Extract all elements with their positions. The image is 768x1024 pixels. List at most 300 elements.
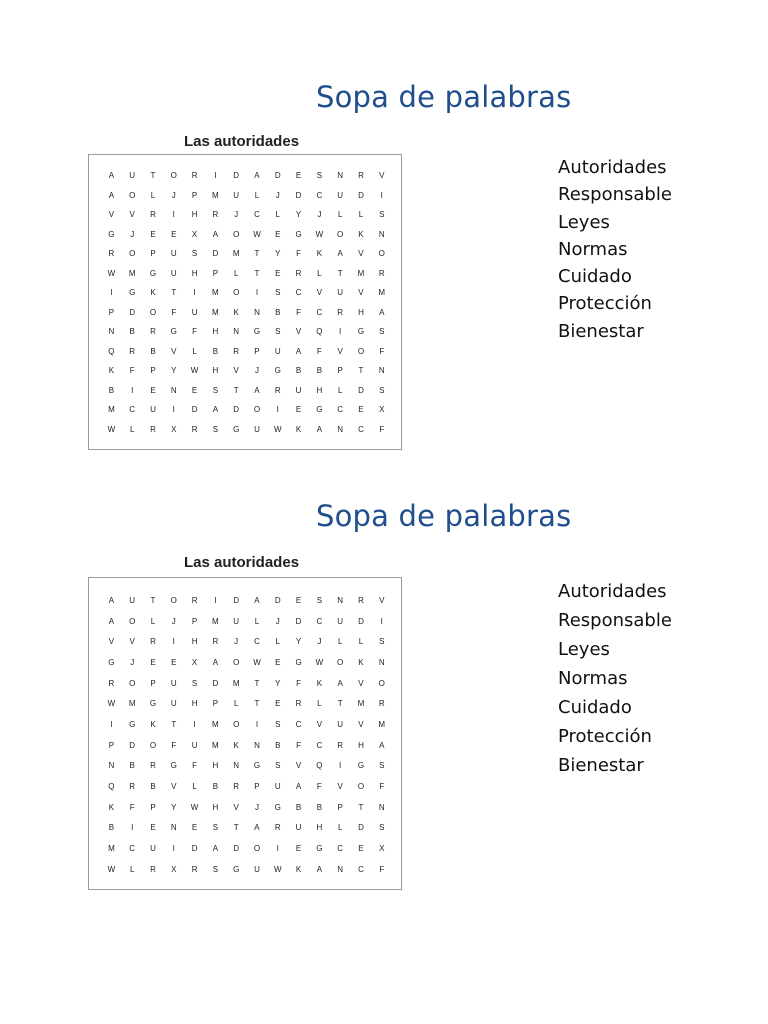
grid-letter: A — [254, 171, 260, 181]
grid-letter: I — [172, 210, 175, 220]
grid-letter: G — [233, 864, 240, 874]
grid-letter: E — [295, 844, 302, 854]
grid-letter: H — [191, 699, 198, 709]
grid-row — [101, 590, 392, 611]
grid-letter: N — [108, 327, 115, 337]
grid-letter: W — [190, 366, 199, 376]
grid-letter: V — [337, 782, 343, 792]
grid-letter: I — [131, 385, 134, 395]
grid-letter: R — [108, 249, 115, 259]
word-list — [558, 154, 672, 345]
grid-letter: U — [337, 190, 344, 200]
grid-letter: W — [107, 864, 116, 874]
grid-letter: U — [233, 190, 240, 200]
grid-letter: B — [212, 346, 219, 356]
grid-letter: O — [129, 190, 136, 200]
grid-letter: V — [358, 249, 364, 259]
grid-letter: X — [191, 657, 198, 667]
grid-letter: C — [295, 719, 302, 729]
grid-letter: D — [212, 249, 219, 259]
grid-letter: V — [316, 719, 323, 729]
grid-letter: R — [274, 385, 281, 395]
grid-letter: B — [108, 385, 115, 395]
grid-letter: I — [172, 405, 175, 415]
grid-letter: A — [295, 782, 302, 792]
grid-letter: M — [108, 405, 115, 415]
grid-letter: D — [274, 595, 281, 605]
grid-row — [101, 342, 392, 362]
grid-letter: R — [108, 678, 115, 688]
grid-letter: L — [150, 190, 156, 200]
grid-letter: T — [358, 366, 364, 376]
grid-letter: J — [317, 210, 322, 220]
grid-letter: J — [234, 637, 239, 647]
grid-letter: K — [233, 307, 239, 317]
grid-letter: L — [129, 864, 135, 874]
grid-letter: V — [108, 637, 115, 647]
grid-letter: I — [276, 405, 279, 415]
grid-letter: Y — [295, 637, 302, 647]
grid-letter: L — [358, 210, 364, 220]
grid-letter: I — [131, 823, 134, 833]
grid-letter: J — [130, 229, 135, 239]
grid-letter: L — [337, 210, 343, 220]
grid-letter: O — [337, 657, 344, 667]
grid-letter: F — [379, 864, 385, 874]
grid-letter: D — [233, 171, 240, 181]
grid-letter: V — [316, 288, 323, 298]
grid-letter: P — [150, 249, 156, 259]
grid-letter: R — [191, 595, 198, 605]
grid-letter: O — [357, 782, 365, 792]
grid-letter: R — [150, 327, 156, 337]
grid-letter: G — [233, 424, 240, 434]
grid-letter: I — [110, 288, 113, 298]
grid-letter: C — [337, 844, 344, 854]
grid-letter: L — [129, 424, 135, 434]
grid-letter: I — [193, 719, 196, 729]
grid-letter: S — [275, 719, 281, 729]
grid-letter: M — [232, 249, 240, 259]
grid-row — [101, 838, 392, 859]
grid-letter: F — [296, 678, 302, 688]
grid-letter: D — [191, 844, 198, 854]
grid-letter: F — [129, 366, 135, 376]
grid-letter: A — [337, 249, 343, 259]
grid-letter: T — [171, 288, 177, 298]
word-search-grid — [101, 166, 392, 439]
grid-letter: F — [379, 346, 385, 356]
grid-letter: Y — [295, 210, 302, 220]
grid-letter: C — [316, 307, 323, 317]
grid-letter: G — [357, 761, 365, 771]
grid-letter: F — [171, 740, 177, 750]
grid-letter: K — [233, 740, 239, 750]
grid-letter: H — [212, 761, 219, 771]
grid-letter: C — [129, 844, 136, 854]
grid-letter: A — [254, 823, 260, 833]
grid-letter: R — [150, 864, 156, 874]
grid-letter: D — [295, 190, 302, 200]
grid-letter: E — [191, 823, 198, 833]
grid-letter: U — [170, 249, 177, 259]
grid-letter: C — [254, 637, 260, 647]
grid-letter: U — [129, 171, 136, 181]
grid-letter: R — [378, 268, 385, 278]
grid-letter: K — [108, 366, 115, 376]
grid-letter: J — [254, 802, 259, 812]
grid-letter: S — [275, 327, 281, 337]
grid-letter: G — [253, 327, 261, 337]
grid-letter: G — [357, 327, 365, 337]
grid-letter: J — [275, 616, 280, 626]
grid-letter: D — [358, 823, 364, 833]
grid-row — [101, 244, 392, 264]
grid-letter: E — [295, 595, 302, 605]
grid-letter: E — [171, 229, 177, 239]
grid-letter: N — [254, 307, 260, 317]
grid-letter: H — [358, 307, 364, 317]
grid-letter: P — [337, 802, 343, 812]
grid-letter: K — [316, 678, 323, 688]
grid-letter: S — [191, 678, 198, 688]
grid-letter: S — [379, 637, 385, 647]
grid-letter: I — [193, 288, 196, 298]
grid-letter: W — [107, 424, 116, 434]
grid-letter: V — [129, 637, 135, 647]
grid-letter: B — [129, 761, 135, 771]
grid-letter: U — [337, 288, 344, 298]
grid-letter: E — [275, 268, 281, 278]
grid-letter: R — [358, 171, 364, 181]
grid-letter: O — [233, 288, 240, 298]
grid-letter: P — [337, 366, 343, 376]
grid-letter: L — [275, 637, 280, 647]
grid-letter: Y — [171, 802, 177, 812]
grid-letter: R — [337, 307, 344, 317]
grid-letter: E — [171, 657, 177, 667]
grid-row — [101, 673, 392, 694]
grid-letter: J — [234, 210, 239, 220]
grid-letter: M — [128, 268, 136, 278]
grid-letter: A — [108, 595, 115, 605]
grid-letter: W — [315, 229, 324, 239]
grid-letter: E — [358, 844, 364, 854]
grid-letter: D — [358, 190, 364, 200]
grid-letter: V — [337, 346, 343, 356]
grid-letter: N — [108, 761, 115, 771]
grid-letter: S — [212, 424, 219, 434]
grid-letter: G — [295, 229, 302, 239]
grid-row — [101, 225, 392, 245]
grid-letter: H — [191, 210, 198, 220]
grid-letter: D — [191, 405, 198, 415]
grid-letter: U — [150, 405, 156, 415]
page-title: Sopa de palabras — [316, 499, 572, 533]
grid-letter: I — [172, 637, 175, 647]
grid-row — [101, 776, 392, 797]
grid-letter: I — [110, 719, 113, 729]
grid-letter: U — [150, 844, 156, 854]
grid-letter: G — [170, 327, 177, 337]
grid-letter: H — [316, 823, 323, 833]
grid-letter: A — [108, 616, 115, 626]
grid-letter: T — [337, 699, 343, 709]
grid-row — [101, 283, 392, 303]
grid-letter: O — [129, 249, 136, 259]
grid-letter: H — [316, 385, 323, 395]
grid-letter: O — [170, 171, 177, 181]
grid-letter: E — [150, 823, 156, 833]
grid-letter: J — [130, 657, 135, 667]
grid-letter: A — [108, 171, 115, 181]
grid-letter: C — [129, 405, 136, 415]
grid-letter: A — [212, 405, 219, 415]
grid-row — [101, 264, 392, 284]
grid-letter: M — [212, 719, 219, 729]
grid-letter: B — [295, 802, 302, 812]
grid-letter: N — [378, 366, 385, 376]
grid-letter: E — [295, 171, 302, 181]
grid-letter: N — [170, 385, 177, 395]
grid-letter: U — [337, 616, 344, 626]
grid-letter: V — [171, 782, 177, 792]
grid-letter: R — [274, 823, 281, 833]
grid-row — [101, 186, 392, 206]
grid-letter: R — [212, 210, 219, 220]
grid-letter: I — [380, 190, 383, 200]
grid-letter: R — [295, 268, 302, 278]
grid-letter: S — [212, 864, 219, 874]
grid-letter: P — [108, 740, 115, 750]
grid-letter: A — [254, 385, 260, 395]
grid-letter: R — [212, 637, 219, 647]
grid-letter: F — [379, 424, 385, 434]
grid-letter: D — [129, 307, 136, 317]
grid-letter: M — [212, 740, 219, 750]
grid-letter: G — [129, 288, 136, 298]
word-search-grid-frame — [88, 154, 402, 450]
grid-letter: B — [129, 327, 135, 337]
grid-letter: T — [171, 719, 177, 729]
grid-letter: L — [275, 210, 280, 220]
grid-letter: I — [255, 719, 259, 729]
grid-letter: V — [233, 802, 239, 812]
word-list-item: Normas — [558, 668, 628, 689]
grid-letter: I — [214, 595, 217, 605]
word-list-item: Responsable — [558, 610, 672, 631]
grid-row — [101, 714, 392, 735]
grid-letter: O — [253, 405, 261, 415]
grid-row — [101, 693, 392, 714]
grid-letter: X — [171, 424, 177, 434]
grid-letter: N — [170, 823, 177, 833]
grid-letter: H — [212, 802, 219, 812]
grid-letter: O — [337, 229, 344, 239]
grid-letter: P — [212, 268, 219, 278]
grid-letter: I — [172, 844, 175, 854]
grid-letter: V — [358, 288, 364, 298]
grid-letter: C — [254, 210, 260, 220]
grid-letter: F — [192, 761, 198, 771]
grid-letter: Y — [275, 678, 281, 688]
grid-letter: C — [316, 740, 323, 750]
word-list-item: Normas — [558, 238, 628, 260]
grid-letter: L — [192, 346, 197, 356]
grid-letter: Q — [108, 346, 115, 356]
grid-letter: L — [254, 616, 260, 626]
grid-letter: P — [108, 307, 115, 317]
grid-letter: Y — [275, 249, 281, 259]
grid-letter: N — [337, 171, 344, 181]
grid-letter: G — [170, 761, 177, 771]
grid-letter: L — [337, 385, 343, 395]
grid-letter: N — [337, 595, 344, 605]
word-list-item: Leyes — [558, 211, 610, 233]
grid-letter: E — [275, 229, 281, 239]
grid-letter: R — [358, 595, 364, 605]
grid-letter: D — [358, 616, 364, 626]
grid-letter: C — [316, 190, 323, 200]
grid-letter: W — [253, 657, 261, 667]
grid-letter: L — [358, 637, 364, 647]
grid-letter: B — [150, 346, 156, 356]
grid-letter: B — [316, 366, 323, 376]
word-list-item: Bienestar — [558, 755, 644, 776]
grid-letter: B — [275, 740, 281, 750]
word-list-item: Autoridades — [558, 157, 667, 178]
grid-letter: V — [295, 327, 302, 337]
grid-row — [101, 400, 392, 420]
grid-letter: A — [212, 657, 219, 667]
grid-letter: J — [171, 616, 176, 626]
grid-letter: C — [358, 424, 364, 434]
grid-letter: W — [107, 699, 116, 709]
grid-letter: A — [379, 307, 385, 317]
grid-letter: U — [295, 385, 302, 395]
grid-letter: L — [317, 699, 322, 709]
grid-letter: U — [254, 424, 260, 434]
grid-letter: K — [295, 864, 302, 874]
grid-letter: G — [295, 657, 302, 667]
grid-letter: I — [339, 327, 342, 337]
grid-letter: K — [150, 719, 156, 729]
grid-letter: R — [150, 637, 156, 647]
grid-letter: U — [129, 595, 136, 605]
grid-letter: I — [255, 288, 259, 298]
grid-letter: T — [150, 595, 156, 605]
grid-letter: B — [108, 823, 115, 833]
grid-letter: R — [150, 210, 156, 220]
grid-letter: V — [358, 678, 364, 688]
grid-letter: O — [233, 657, 240, 667]
grid-letter: F — [316, 782, 322, 792]
grid-letter: A — [295, 346, 302, 356]
grid-letter: E — [358, 405, 364, 415]
grid-letter: D — [358, 385, 364, 395]
grid-letter: Q — [316, 761, 323, 771]
grid-letter: V — [379, 171, 385, 181]
grid-letter: W — [253, 229, 261, 239]
grid-letter: F — [296, 740, 302, 750]
grid-row — [101, 303, 392, 323]
grid-letter: F — [379, 782, 385, 792]
grid-letter: T — [254, 699, 260, 709]
grid-letter: S — [212, 823, 219, 833]
grid-letter: E — [150, 229, 156, 239]
grid-letter: I — [276, 844, 279, 854]
grid-letter: F — [129, 802, 135, 812]
grid-letter: L — [337, 637, 343, 647]
grid-row — [101, 420, 392, 440]
grid-letter: O — [378, 249, 385, 259]
grid-letter: X — [171, 864, 177, 874]
grid-letter: N — [337, 424, 344, 434]
grid-letter: K — [316, 249, 323, 259]
grid-letter: M — [378, 719, 386, 729]
grid-letter: W — [190, 802, 199, 812]
grid-letter: U — [337, 719, 344, 729]
grid-letter: H — [191, 268, 198, 278]
grid-letter: L — [317, 268, 322, 278]
grid-letter: G — [149, 268, 157, 278]
grid-row — [101, 381, 392, 401]
grid-letter: V — [108, 210, 115, 220]
grid-letter: D — [233, 595, 240, 605]
grid-letter: L — [233, 268, 239, 278]
grid-letter: T — [358, 802, 364, 812]
grid-letter: N — [337, 864, 344, 874]
grid-letter: Q — [316, 327, 323, 337]
grid-letter: R — [233, 782, 240, 792]
grid-letter: D — [274, 171, 281, 181]
grid-letter: O — [149, 740, 157, 750]
grid-letter: M — [232, 678, 240, 688]
grid-letter: G — [316, 405, 323, 415]
grid-letter: R — [191, 864, 198, 874]
grid-letter: O — [149, 307, 157, 317]
grid-letter: F — [316, 346, 322, 356]
grid-letter: R — [191, 424, 198, 434]
grid-letter: E — [295, 405, 302, 415]
grid-row — [101, 797, 392, 818]
grid-letter: G — [253, 761, 261, 771]
grid-letter: L — [233, 699, 239, 709]
grid-letter: P — [254, 782, 260, 792]
grid-letter: A — [316, 424, 323, 434]
grid-letter: T — [254, 678, 260, 688]
grid-letter: A — [379, 740, 385, 750]
grid-letter: S — [275, 288, 281, 298]
grid-letter: E — [150, 657, 156, 667]
word-list — [558, 577, 672, 780]
grid-letter: F — [296, 249, 302, 259]
grid-letter: R — [150, 424, 156, 434]
grid-letter: O — [253, 844, 261, 854]
grid-letter: F — [171, 307, 177, 317]
grid-letter: E — [150, 385, 156, 395]
puzzle-heading: Las autoridades — [184, 133, 300, 150]
grid-letter: A — [212, 844, 219, 854]
grid-letter: S — [212, 385, 219, 395]
grid-letter: P — [150, 678, 156, 688]
grid-letter: R — [191, 171, 198, 181]
grid-letter: R — [129, 346, 136, 356]
grid-letter: G — [108, 229, 115, 239]
grid-letter: T — [150, 171, 156, 181]
grid-letter: N — [378, 802, 385, 812]
grid-letter: D — [212, 678, 219, 688]
